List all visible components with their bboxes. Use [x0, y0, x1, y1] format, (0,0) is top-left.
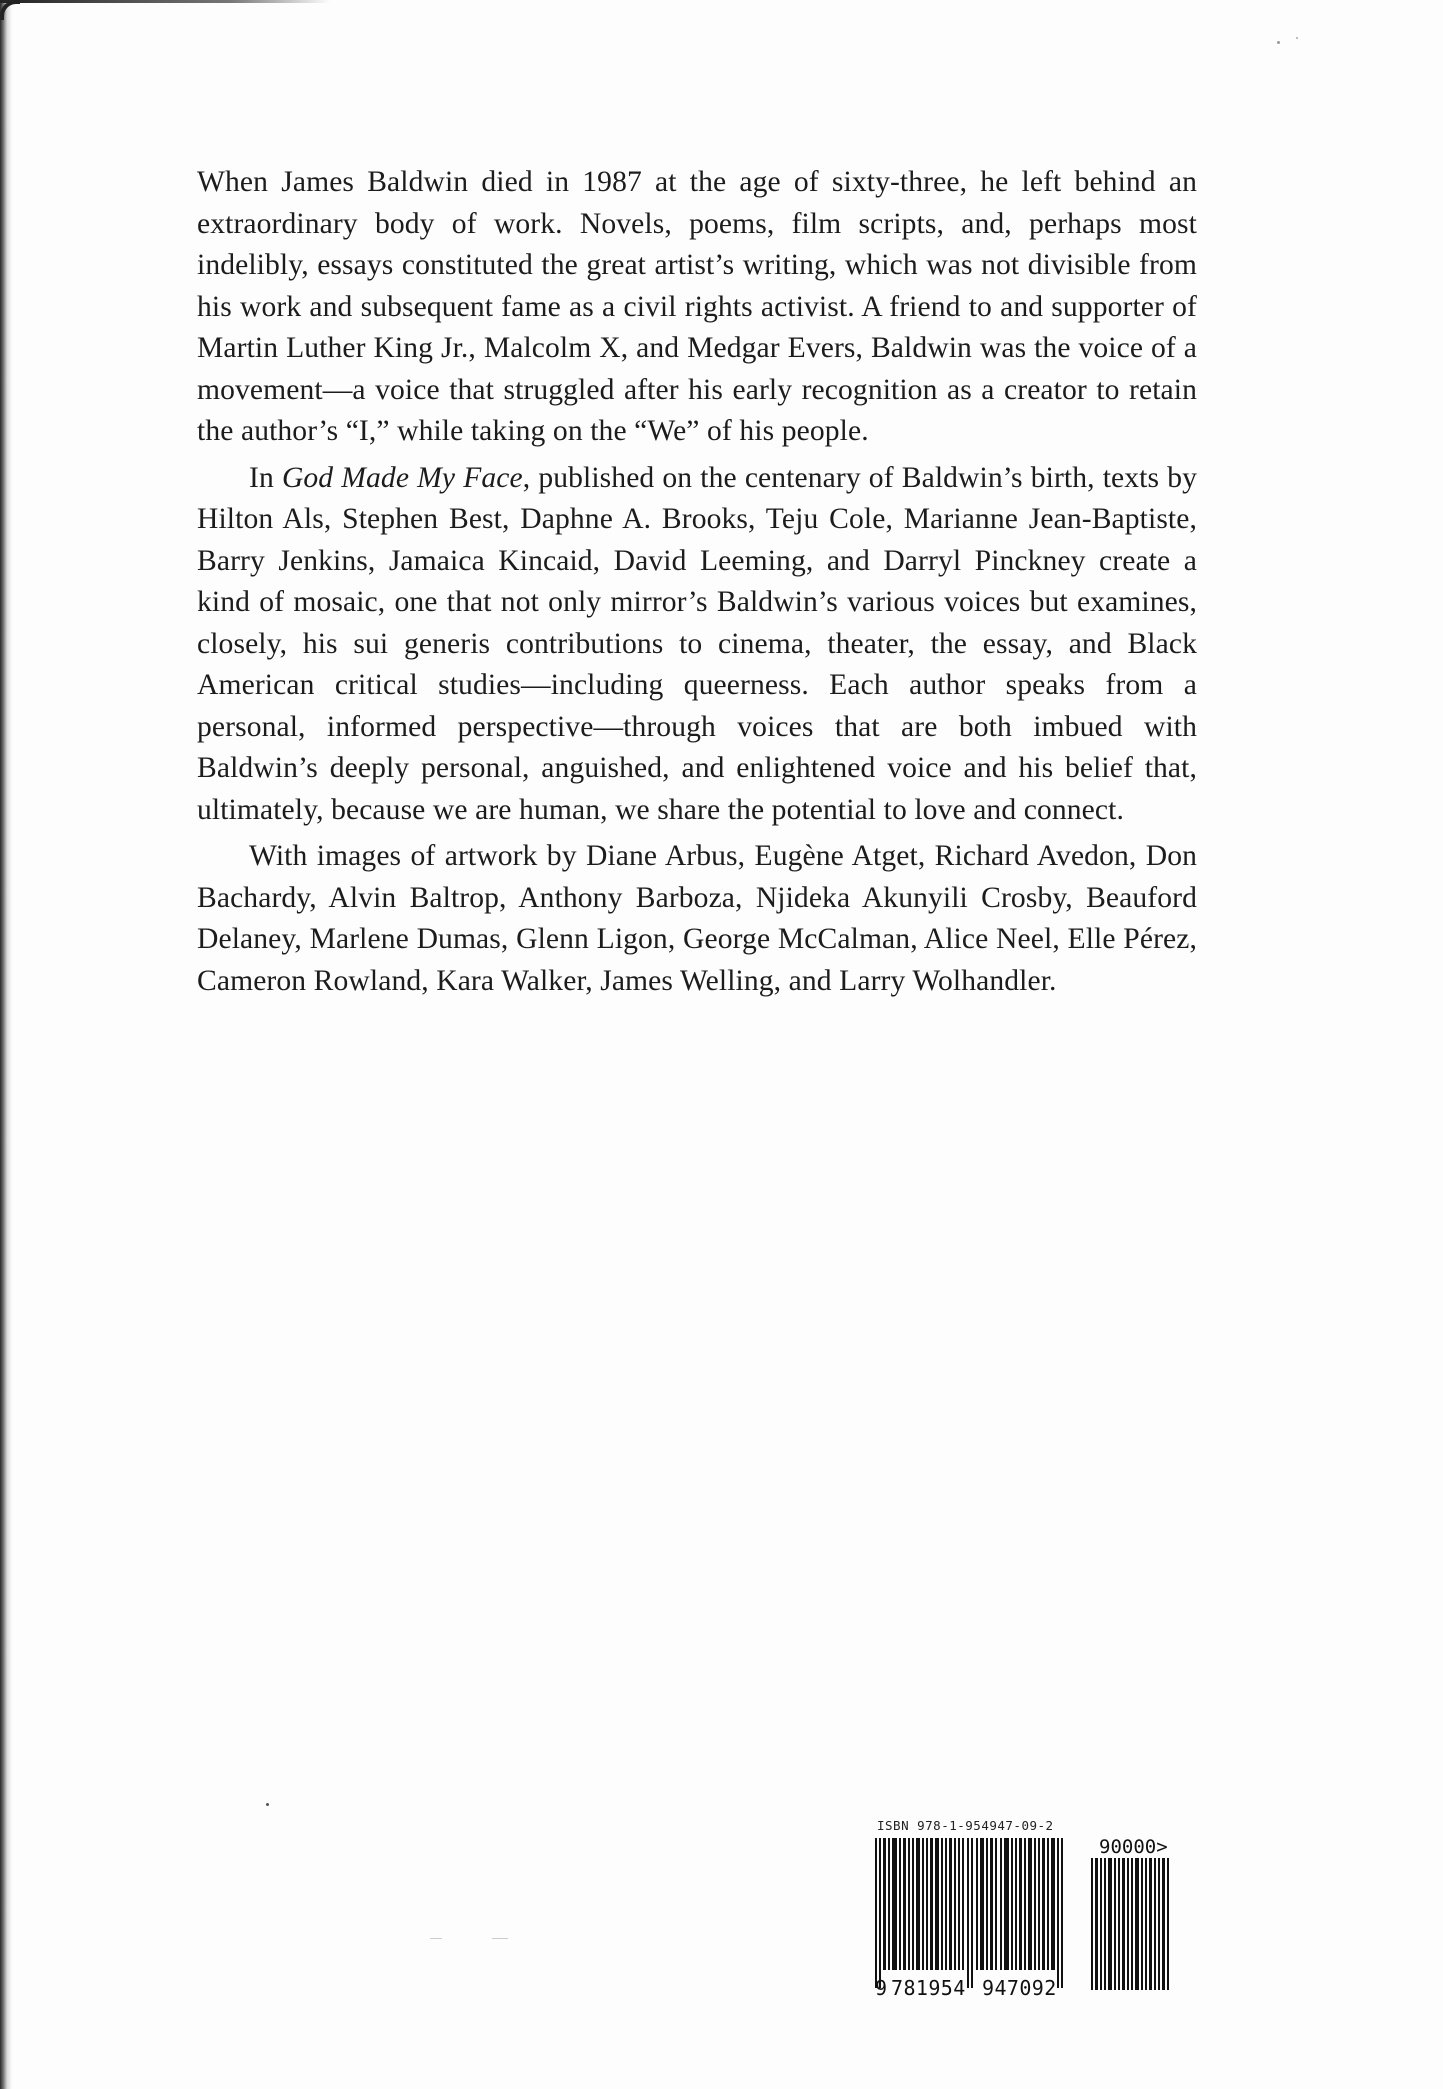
blurb-paragraph-3: With images of artwork by Diane Arbus, Eugène Atget, Richard Avedon, Don Bachardy, Alvin Baltrop, Anthony Barboza, Njideka Akunyili Crosby, Beauford Delaney, Marlene Dumas, Glenn Ligon, George McCalman, Alice Neel, Elle Pérez, Cameron Rowland, Kara Walker, James Welling, and Larry Wolhandler. — [197, 840, 1197, 997]
dust-speck — [1277, 41, 1280, 44]
top-edge-shadow — [0, 0, 330, 3]
blurb-paragraph-1: When James Baldwin died in 1987 at the age of sixty-three, he left behind an extraordinary body of work. Novels, poems, film scripts, and, perhaps most indelibly, essays constituted the great artist’s writing, which was not divisible from his work and subsequent fame as a civil rights activist. A friend to and supporter of Martin Luther King Jr., Malcolm X, and Medgar Evers, Baldwin was the voice of a movement—a voice that struggled after his early recognition as a creator to retain the author’s “I,” while taking on the “We” of his people. — [197, 166, 1197, 447]
blurb-paragraph-2-lead: In — [249, 461, 282, 494]
blurb-paragraph-2-rest: , published on the centenary of Baldwin’s birth, texts by Hilton Als, Stephen Best, Daphne A. Brooks, Teju Cole, Marianne Jean-Baptiste, Barry Jenkins, Jamaica Kincaid, David Leeming, and Darryl Pinckney create a kind of mosaic, one that not only mirror’s Baldwin’s various voices but examines, closely, his sui generis contributions to cinema, theater, the essay, and Black American critical studies—including queerness. Each author speaks from a personal, informed perspective—through voices that are both imbued with Baldwin’s deeply personal, anguished, and enlightened voice and his belief that, ultimately, because we are human, we share the potential to love and connect. — [197, 461, 1197, 826]
price-code: 90000> — [1099, 1836, 1168, 1858]
blurb-paragraph-2 — [197, 458, 1197, 832]
cover-blurb — [197, 162, 1197, 1007]
dust-speck — [1296, 37, 1298, 39]
book-title: God Made My Face — [281, 461, 523, 494]
barcode-lead-digit: 9 — [875, 1976, 888, 2000]
dust-speck — [266, 1803, 269, 1806]
ean13-bars — [875, 1838, 1075, 1988]
dust-speck — [492, 1938, 508, 1939]
addon-bars — [1091, 1858, 1191, 1990]
spine-shadow — [0, 0, 12, 2089]
barcode-digit-group-1: 781954 — [891, 1976, 966, 2000]
barcode-digit-group-2: 947092 — [982, 1976, 1057, 2000]
dust-speck — [430, 1938, 442, 1939]
isbn-barcode — [875, 1818, 1195, 2008]
isbn-label: ISBN 978-1-954947-09-2 — [877, 1818, 1054, 1833]
